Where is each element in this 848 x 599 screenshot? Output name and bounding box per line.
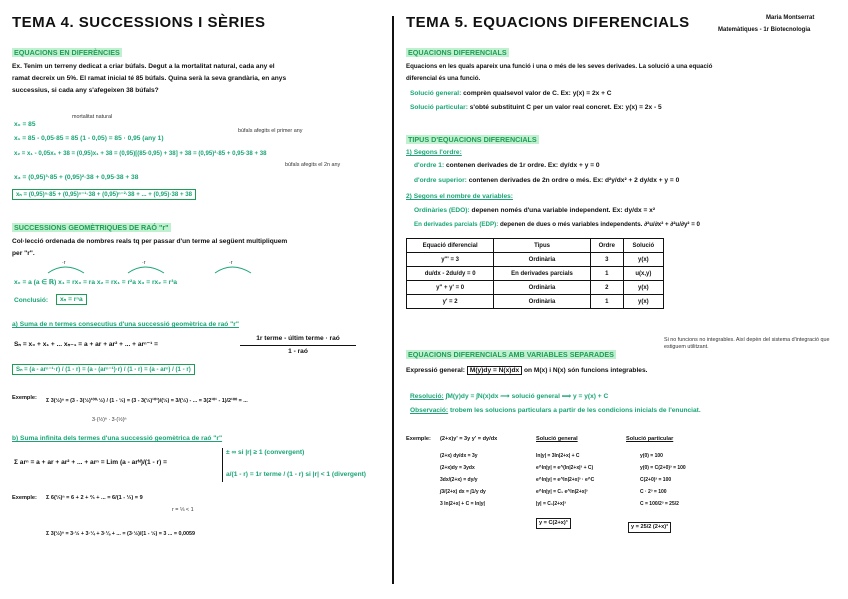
work-line: ∫3/(2+x) dx = ∫1/y dy — [440, 489, 486, 495]
table-cell: 3 — [590, 253, 623, 267]
inf-case-2: a/(1 - r) = 1r terme / (1 - r) si |r| < 1 (divergent) — [226, 471, 367, 478]
col3-head: Solució particular — [626, 436, 674, 442]
arc-label-2: ·r — [142, 260, 146, 266]
r-exemple-eq: (2+x)y' = 3y y' = dy/dx — [440, 436, 498, 442]
exemple1: Σ 3(½)ⁿ = (3 - 3(½)¹⁰⁰·½) / (1 - ½) = (3 - 3(½)¹⁰¹)/(½) = 3/(½) - ... = 3(2¹⁰¹ - 1)/2¹⁰⁰ = ... — [46, 398, 248, 404]
exemple2-label: Exemple: — [12, 495, 37, 501]
table-cell: 2 — [590, 281, 623, 295]
sol-particular: Solució particular: s'obté substituint C per un valor real concret. Ex: y(x) = 2x - 5 — [410, 104, 662, 111]
sec1-heading: EQUACIONS EN DIFERÈNCIES — [14, 48, 120, 57]
expr-general: Expressió general: M(y)dy = N(x)dx on M(x) i N(x) són funcions integrables. — [406, 367, 648, 374]
sec3-note: Si no funcions no integrables. Així depèn del sistema d'integració que estiguem utilitzant. — [664, 337, 830, 350]
observacio: Observació: trobem les solucions particulars a partir de les condicions inicials de l'enunciat. — [410, 407, 701, 414]
table-cell: u(x,y) — [623, 267, 663, 281]
work-line: 3dx/(2+x) = dy/y — [440, 477, 478, 483]
exemple2: Σ 6(⅓)ⁿ = 6 + 2 + ⅔ + ... = 6/(1 - ⅓) = 9 — [46, 495, 143, 501]
table-row — [407, 267, 664, 281]
table-cell: y(x) — [623, 253, 663, 267]
r-sec1-text-1: Equacions en les quals apareix una funció i una o més de les seves derivades. La solució a una equació — [406, 63, 713, 70]
table-cell: 1 — [590, 267, 623, 281]
col2-head: Solució general — [536, 436, 578, 442]
table-cell: du/dx - 2du/dy = 0 — [407, 267, 494, 281]
work-line: C · 2³ = 100 — [640, 489, 667, 495]
sub-b-heading: b) Suma infinita dels termes d'una successió geomètrica de raó "r" — [12, 435, 223, 442]
t1b: d'ordre superior: contenen derivades de 2n ordre o més. Ex: d²y/dx² + 2 dy/dx + y = 0 — [414, 177, 680, 184]
eq-x0: x₀ = 85 — [14, 121, 36, 128]
sec1-text-3: successius, si cada any s'afegeixen 38 búfals? — [12, 87, 159, 94]
table-cell: En derivades parcials — [494, 267, 591, 281]
eq-x2: x₂ = x₁ - 0,05x₁ + 38 = (0,95)x₁ + 38 = (0,95)[(85·0,95) + 38] + 38 = (0,95)²·85 + 0,95·38 + 38 — [14, 150, 267, 157]
table-cell: y(x) — [623, 295, 663, 309]
author: Maria Montserrat — [766, 15, 815, 21]
conclusio-label: Conclusió: — [14, 297, 49, 304]
inf-brace — [222, 448, 224, 482]
work-line: (2+x) dy/dx = 3y — [440, 453, 478, 459]
table-header: Solució — [623, 239, 663, 253]
table-header-row — [407, 239, 664, 253]
r-exemple-label: Exemple: — [406, 436, 431, 442]
work-line: y(0) = C(2+0)³ = 100 — [640, 465, 686, 471]
course: Matemàtiques - 1r Biotecnologia — [718, 27, 811, 33]
note-afegits: búfals afegits el primer any — [238, 128, 303, 134]
table-header: Equació diferencial — [407, 239, 494, 253]
sn-frac-bar — [240, 345, 356, 346]
resolucio: Resolució: ∫M(y)dy = ∫N(x)dx ⟿ solució general ⟹ y = y(x) + C — [410, 393, 609, 400]
arc-label-3: ·r — [229, 260, 233, 266]
table-row — [407, 281, 664, 295]
sec1-text-1: Ex. Tenim un terreny dedicat a criar búfals. Degut a la mortalitat natural, cada any el — [12, 63, 275, 70]
eq-x1: x₁ = 85 - 0,05·85 = 85 (1 - 0,05) = 85 · 0,95 (any 1) — [14, 135, 164, 142]
table-row — [407, 253, 664, 267]
geo-sequence: x₀ = a (a ∈ ℝ) x₁ = rx₀ = ra x₂ = rx₁ = r²a x₃ = rx₂ = r³a — [14, 279, 178, 286]
table-cell: Ordinària — [494, 281, 591, 295]
work-line: |y| = C₁|2+x|³ — [536, 501, 566, 507]
types-table — [406, 238, 664, 309]
exemple1-label: Exemple: — [12, 395, 37, 401]
sec1-text-2: ramat decreix un 5%. El ramat inicial té 85 búfals. Quina serà la seva grandària, en anys — [12, 75, 287, 82]
exemple1-note: 3·(½)ⁿ · 3·(½)ⁿ — [92, 417, 127, 423]
left-title: TEMA 4. SUCCESSIONS I SÈRIES — [12, 14, 266, 31]
sn-line: Sₙ = x₀ + x₁ + ... xₙ₋₁ = a + ar + ar² + ... + arⁿ⁻¹ = — [14, 341, 159, 348]
t2-heading: 2) Segons el nombre de variables: — [406, 193, 514, 200]
work-col-3 — [640, 450, 686, 510]
conclusio-box: xₙ = rⁿa — [56, 294, 87, 305]
r-sec1-text-2: diferencial és una funció. — [406, 75, 481, 82]
arc-label-1: ·r — [62, 260, 66, 266]
work-line: y(0) = 100 — [640, 453, 663, 459]
sol-general: Solució general: comprèn qualsevol valor de C. Ex: y(x) = 2x + C — [410, 90, 612, 97]
work-line: e^ln|y| = e^ln|2+x|³ · e^C — [536, 477, 595, 483]
ratio-arcs — [40, 261, 320, 275]
page-divider — [392, 16, 394, 584]
table-cell: y'' + y' = 0 — [407, 281, 494, 295]
note-afegits2: búfals afegits el 2n any — [285, 162, 341, 168]
sec2-heading: SUCCESSIONS GEOMÈTRIQUES DE RAÓ "r" — [14, 223, 169, 232]
table-cell: 1 — [590, 295, 623, 309]
work-line: (2+x)dy = 3ydx — [440, 465, 475, 471]
t2a: Ordinàries (EDO): depenen només d'una variable independent. Ex: dy/dx = x² — [414, 207, 656, 214]
r-sec3-heading: EQUACIONS DIFERENCIALS AMB VARIABLES SEPARADES — [408, 350, 614, 359]
eq-xn-box: xₙ = (0,95)ⁿ·85 + (0,95)ⁿ⁻¹·38 + (0,95)ⁿ⁻²·38 + ... + (0,95)·38 + 38 — [12, 189, 196, 200]
r-sec2-heading: TIPUS D'EQUACIONS DIFERENCIALS — [408, 135, 537, 144]
t2b: En derivades parcials (EDP): depenen de dues o més variables independents. ∂²u/∂x² + ∂²u/∂y² = 0 — [414, 221, 700, 228]
inf-case-1: ± ∞ si |r| ≥ 1 (convergent) — [226, 449, 305, 456]
t1-heading: 1) Segons l'ordre: — [406, 149, 462, 156]
expr-box: M(y)dy = N(x)dx — [467, 366, 522, 375]
inf-line: Σ arⁿ = a + ar + ar² + ... + arⁿ = Lim (a - arᴺ)/(1 - r) = — [14, 459, 167, 466]
note-mortalitat: mortalitat natural — [72, 114, 113, 120]
r-sec1-heading: EQUACIONS DIFERENCIALS — [408, 48, 507, 57]
work-col-1 — [440, 450, 486, 510]
table-cell: Ordinària — [494, 295, 591, 309]
table-header: Tipus — [494, 239, 591, 253]
work-line: 3 ln|2+x| + C = ln|y| — [440, 501, 485, 507]
work-line: C(2+0)³ = 100 — [640, 477, 672, 483]
t1a: d'ordre 1: contenen derivades de 1r ordre. Ex: dy/dx + y = 0 — [414, 162, 600, 169]
sec2-text-2: per "r". — [12, 250, 35, 257]
table-cell: y''' = 3 — [407, 253, 494, 267]
col2-box: y = C(2+x)³ — [536, 518, 571, 529]
sn-frac-num: 1r terme - últim terme · raó — [256, 335, 340, 342]
exemple3: Σ 3(½)ⁿ = 3·½ + 3·¼ + 3·⅛ + ... = (3·½)/(1 - ½) = 3 ... = 0,0059 — [46, 531, 196, 537]
work-col-2 — [536, 450, 594, 510]
sn-frac-den: 1 - raó — [288, 348, 308, 355]
work-line: C = 100/2³ = 25/2 — [640, 501, 679, 507]
table-cell: Ordinària — [494, 253, 591, 267]
exemple2-note: r = ⅓ < 1 — [172, 507, 194, 513]
sn-box-formula: Sₙ = (a - arⁿ⁻¹·r) / (1 - r) = (a - (arⁿ⁻¹)·r) / (1 - r) = (a - arⁿ) / (1 - r) — [12, 364, 195, 375]
table-row — [407, 295, 664, 309]
eq-x3: x₃ = (0,95)³·85 + (0,95)²·38 + 0,95·38 + 38 — [14, 174, 139, 181]
work-line: e^ln|y| = C₁ e^ln|2+x|³ — [536, 489, 588, 495]
right-title: TEMA 5. EQUACIONS DIFERENCIALS — [406, 14, 690, 31]
work-line: ln|y| = 3ln|2+x| + C — [536, 453, 580, 459]
col3-box: y = 25/2 (2+x)³ — [628, 522, 671, 533]
table-header: Ordre — [590, 239, 623, 253]
table-cell: y' = 2 — [407, 295, 494, 309]
sec2-text-1: Col·lecció ordenada de nombres reals tq per passar d'un terme al següent multipliquem — [12, 238, 288, 245]
sub-a-heading: a) Suma de n termes consecutius d'una successió geomètrica de raó "r" — [12, 321, 239, 328]
table-cell: y(x) — [623, 281, 663, 295]
work-line: e^ln|y| = e^(ln|2+x|³ + C) — [536, 465, 594, 471]
